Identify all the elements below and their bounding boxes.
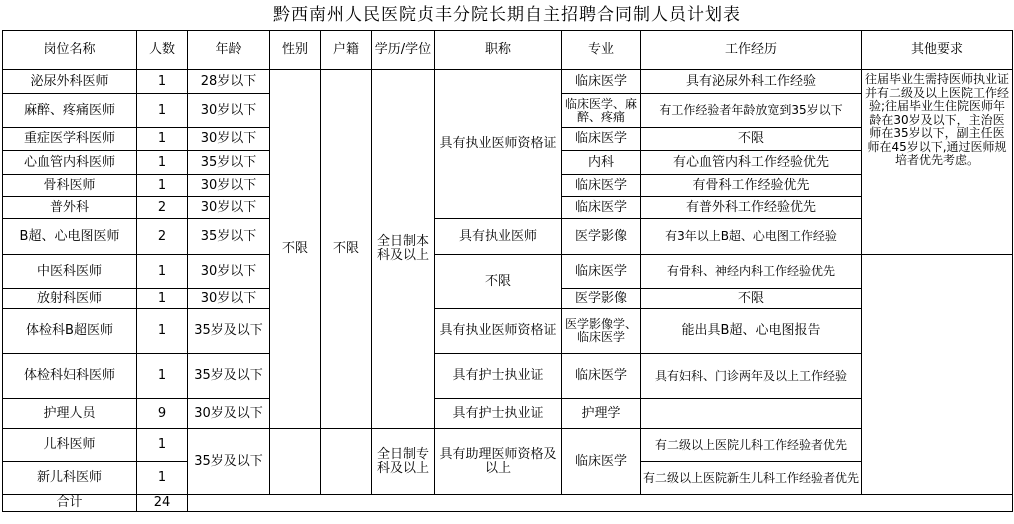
cell-age: 30岁及以下: [188, 399, 270, 429]
cell-experience: 有骨科工作经验优先: [641, 175, 862, 197]
cell-education-bachelor: 全日制本科及以上: [372, 70, 435, 429]
cell-age: 30岁以下: [188, 197, 270, 219]
cell-experience: [641, 399, 862, 429]
header-education: 学历/学位: [372, 31, 435, 70]
cell-major: 临床医学: [562, 70, 641, 94]
cell-experience: 有二级以上医院新生儿科工作经验者优先: [641, 462, 862, 495]
header-experience: 工作经历: [641, 31, 862, 70]
cell-age: 35岁以下: [188, 219, 270, 255]
cell-experience: 有工作经验者年龄放宽到35岁以下: [641, 94, 862, 128]
cell-experience: 有骨科、神经内科工作经验优先: [641, 255, 862, 289]
header-gender: 性别: [270, 31, 321, 70]
header-other: 其他要求: [862, 31, 1013, 70]
total-label: 合计: [3, 495, 137, 512]
header-age: 年龄: [188, 31, 270, 70]
cell-title-doctor: 具有执业医师: [435, 219, 562, 255]
cell-education-college: 全日制专科及以上: [372, 429, 435, 495]
cell-major: 临床医学: [562, 429, 641, 495]
cell-experience: 具有妇科、门诊两年及以上工作经验: [641, 354, 862, 399]
cell-major: 医学影像: [562, 289, 641, 309]
cell-age: 35岁及以下: [188, 429, 270, 495]
cell-major: 临床医学、麻醉、疼痛: [562, 94, 641, 128]
cell-title-nurse-1: 具有护士执业证: [435, 354, 562, 399]
cell-count: 1: [137, 462, 188, 495]
cell-position: 体检科B超医师: [3, 309, 137, 354]
table-row: [3, 255, 1013, 289]
cell-major: 护理学: [562, 399, 641, 429]
cell-position: 新儿科医师: [3, 462, 137, 495]
cell-position: 泌尿外科医师: [3, 70, 137, 94]
cell-count: 1: [137, 354, 188, 399]
cell-hukou-merged: 不限: [321, 70, 372, 429]
cell-count: 1: [137, 175, 188, 197]
cell-experience: 不限: [641, 289, 862, 309]
cell-age: 30岁以下: [188, 128, 270, 151]
cell-title-none: 不限: [435, 255, 562, 309]
cell-count: 1: [137, 255, 188, 289]
cell-experience: 不限: [641, 128, 862, 151]
cell-position: 儿科医师: [3, 429, 137, 462]
cell-age: 30岁以下: [188, 289, 270, 309]
cell-age: 35岁及以下: [188, 309, 270, 354]
total-empty: [188, 495, 1013, 512]
page-title: 黔西南州人民医院贞丰分院长期自主招聘合同制人员计划表: [273, 5, 741, 25]
cell-experience: 有二级以上医院儿科工作经验者优先: [641, 429, 862, 462]
cell-position: 重症医学科医师: [3, 128, 137, 151]
cell-age: 30岁以下: [188, 255, 270, 289]
cell-gender-empty: [270, 429, 321, 495]
cell-count: 1: [137, 128, 188, 151]
table-row: [3, 399, 1013, 429]
cell-age: 30岁以下: [188, 94, 270, 128]
table-row: [3, 219, 1013, 255]
cell-position: 放射科医师: [3, 289, 137, 309]
cell-major: 内科: [562, 151, 641, 175]
cell-age: 35岁及以下: [188, 354, 270, 399]
cell-experience: 有心血管内科工作经验优先: [641, 151, 862, 175]
cell-count: 9: [137, 399, 188, 429]
table-row: [3, 354, 1013, 399]
cell-experience: 有3年以上B超、心电图工作经验: [641, 219, 862, 255]
recruitment-table: [2, 30, 1013, 512]
cell-position: 心血管内科医师: [3, 151, 137, 175]
cell-experience: 能出具B超、心电图报告: [641, 309, 862, 354]
cell-count: 2: [137, 219, 188, 255]
cell-major: 医学影像: [562, 219, 641, 255]
cell-count: 1: [137, 429, 188, 462]
table-row: [3, 429, 1013, 462]
cell-hukou-empty: [321, 429, 372, 495]
cell-count: 1: [137, 70, 188, 94]
cell-experience: 有普外科工作经验优先: [641, 197, 862, 219]
cell-position: 普外科: [3, 197, 137, 219]
cell-gender-merged: 不限: [270, 70, 321, 429]
cell-position: 中医科医师: [3, 255, 137, 289]
total-count: 24: [137, 495, 188, 512]
cell-title-assistant: 具有助理医师资格及以上: [435, 429, 562, 495]
cell-title-nurse-2: 具有护士执业证: [435, 399, 562, 429]
cell-position: 骨科医师: [3, 175, 137, 197]
header-position: 岗位名称: [3, 31, 137, 70]
header-row: [3, 31, 1013, 70]
cell-other-notes: 往届毕业生需持医师执业证并有二级及以上医院工作经验;往届毕业生住院医师年龄在30岁及以下，主治医师在35岁以下，副主任医师在45岁以下,通过医师规培者优先考虑。: [862, 70, 1013, 255]
cell-position: 护理人员: [3, 399, 137, 429]
cell-count: 1: [137, 289, 188, 309]
cell-major: 临床医学: [562, 175, 641, 197]
cell-age: 30岁以下: [188, 175, 270, 197]
table-row: [3, 309, 1013, 354]
cell-title-doctor-cert: 具有执业医师资格证: [435, 70, 562, 219]
cell-position: B超、心电图医师: [3, 219, 137, 255]
cell-title-doctor-cert-2: 具有执业医师资格证: [435, 309, 562, 354]
table-row: [3, 70, 1013, 94]
header-hukou: 户籍: [321, 31, 372, 70]
header-major: 专业: [562, 31, 641, 70]
cell-count: 2: [137, 197, 188, 219]
cell-count: 1: [137, 94, 188, 128]
cell-other-empty: [862, 255, 1013, 495]
cell-count: 1: [137, 151, 188, 175]
cell-position: 麻醉、疼痛医师: [3, 94, 137, 128]
cell-major: 临床医学: [562, 128, 641, 151]
cell-major: 医学影像学、临床医学: [562, 309, 641, 354]
cell-major: 临床医学: [562, 197, 641, 219]
header-count: 人数: [137, 31, 188, 70]
cell-count: 1: [137, 309, 188, 354]
cell-age: 28岁以下: [188, 70, 270, 94]
cell-position: 体检科妇科医师: [3, 354, 137, 399]
cell-major: 临床医学: [562, 354, 641, 399]
cell-age: 35岁以下: [188, 151, 270, 175]
header-title: 职称: [435, 31, 562, 70]
cell-major: 临床医学: [562, 255, 641, 289]
total-row: [3, 495, 1013, 512]
cell-experience: 具有泌尿外科工作经验: [641, 70, 862, 94]
